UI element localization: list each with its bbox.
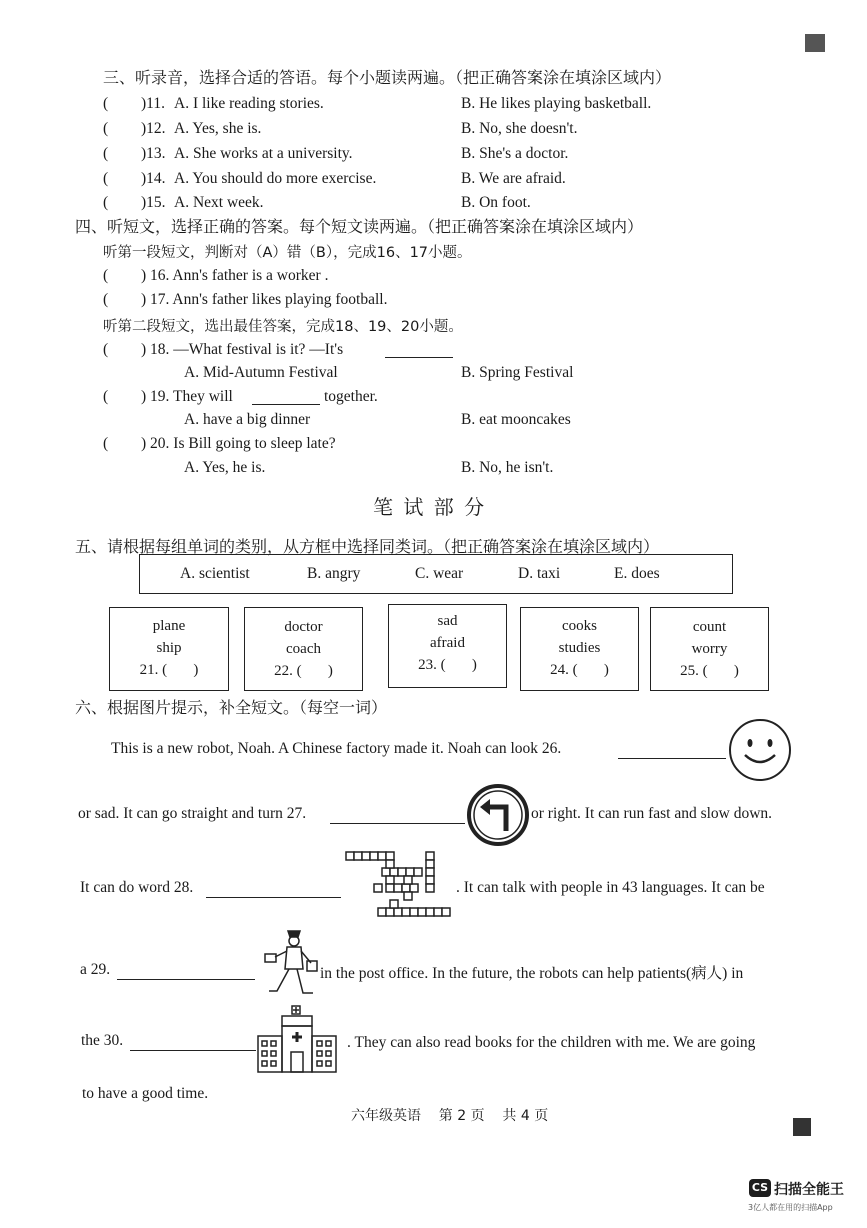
option-b: B. We are afraid. [461,170,566,187]
answer-blank [252,403,320,405]
passage-line-4b: in the post office. In the future, the robots can help patients(病人) in [320,965,744,982]
answer-paren: ( [103,170,109,187]
group-answer-label: 25. ( ) [680,663,739,679]
hospital-icon [256,1004,338,1074]
answer-blank-28 [206,896,341,898]
passage-line-2b: or right. It can run fast and slow down. [531,805,773,822]
option-a: A. Yes, he is. [184,459,266,476]
option-a: A. Mid-Autumn Festival [184,364,338,381]
word-bank-box [139,554,733,594]
word-group-23 [388,604,507,688]
answer-blank-29 [117,978,255,980]
written-part-title: 笔 试 部 分 [373,495,487,519]
question-16: ) 16. Ann's father is a worker . [141,267,329,284]
answer-paren: ( [103,267,109,284]
passage-line-5a: the 30. [81,1032,124,1049]
option-b: B. No, she doesn't. [461,120,578,137]
question-number: )14. [141,170,166,187]
group-answer-label: 24. ( ) [550,662,609,678]
answer-blank-30 [130,1049,256,1051]
group-word: studies [558,640,601,656]
option-b: B. No, he isn't. [461,459,554,476]
passage-line-1: This is a new robot, Noah. A Chinese factory made it. Noah can look 26. [111,740,562,757]
answer-blank-27 [330,822,465,824]
group-word: doctor [284,619,323,635]
group-word: worry [691,641,728,657]
question-number: )12. [141,120,166,137]
group-word: plane [152,618,186,634]
option-a: A. I like reading stories. [174,95,324,112]
group-word: afraid [430,635,465,651]
answer-paren: ( [103,145,109,162]
part2-instruction: 听第二段短文，选出最佳答案，完成18、19、20小题。 [103,319,463,335]
group-answer-label: 21. ( ) [139,662,199,678]
answer-paren: ( [103,120,109,137]
answer-paren: ( [103,388,109,405]
passage-line-3a: It can do word 28. [80,879,194,896]
question-number: )11. [141,95,165,112]
question-number: )13. [141,145,166,162]
group-answer-label: 22. ( ) [274,663,333,679]
corner-mark-bottom [793,1118,811,1136]
question-17: ) 17. Ann's father likes playing football. [141,291,388,308]
word-group-21 [109,607,229,691]
answer-paren: ( [103,435,109,452]
option-b: B. She's a doctor. [461,145,569,162]
option-b: B. He likes playing basketball. [461,95,652,112]
word-group-24 [520,607,639,691]
part1-instruction: 听第一段短文，判断对（A）错（B），完成16、17小题。 [103,245,472,261]
watermark-name: 扫描全能王 [774,1182,844,1198]
answer-paren: ( [103,341,109,358]
option-b: B. Spring Festival [461,364,574,381]
group-answer-label: 23. ( ) [418,657,477,673]
word-bank-item: D. taxi [518,565,561,582]
word-group-25 [650,607,769,691]
question-20: ) 20. Is Bill going to sleep late? [141,435,336,452]
page-footer: 六年级英语 第 2 页 共 4 页 [351,1108,549,1124]
corner-mark-top [805,34,825,52]
question-number: )15. [141,194,166,211]
option-a: A. Yes, she is. [174,120,262,137]
passage-line-3b: . It can talk with people in 43 languages. It can be [456,879,765,896]
word-group-22 [244,607,363,691]
passage-line-2a: or sad. It can go straight and turn 27. [78,805,307,822]
watermark-slogan: 3亿人都在用的扫描App [748,1203,833,1212]
option-a: A. Next week. [174,194,264,211]
group-word: cooks [562,618,597,634]
group-word: count [692,619,727,635]
word-bank-item: E. does [614,565,660,582]
option-a: A. She works at a university. [174,145,353,162]
passage-line-5b: . They can also read books for the children with me. We are going [347,1034,756,1051]
section4-title: 四、听短文，选择正确的答案。每个短文读两遍。（把正确答案涂在填涂区域内） [75,217,644,236]
camscanner-logo-icon: CS [749,1179,771,1197]
group-word: ship [156,640,182,656]
word-bank-item: B. angry [307,565,361,582]
option-b: B. eat mooncakes [461,411,571,428]
section6-title: 六、根据图片提示，补全短文。（每空一词） [75,698,388,717]
section5-title: 五、请根据每组单词的类别，从方框中选择同类词。（把正确答案涂在填涂区域内） [75,537,660,556]
left-turn-sign-icon [466,783,530,847]
passage-line-4a: a 29. [80,961,111,978]
crossword-puzzle-icon [344,849,454,921]
answer-paren: ( [103,95,109,112]
answer-paren: ( [103,194,109,211]
question-18: ) 18. —What festival is it? —It's [141,341,344,358]
question-19: ) 19. They will [141,388,233,405]
option-a: A. You should do more exercise. [174,170,377,187]
option-a: A. have a big dinner [184,411,311,428]
answer-blank-26 [618,757,726,759]
section3-title: 三、听录音，选择合适的答语。每个小题读两遍。（把正确答案涂在填涂区域内） [103,68,672,87]
question-19-tail: together. [324,388,378,405]
passage-line-6: to have a good time. [82,1085,209,1102]
answer-paren: ( [103,291,109,308]
word-bank-item: C. wear [415,565,464,582]
group-word: sad [437,613,458,629]
smiley-face-icon [727,717,793,783]
postman-icon [261,927,319,1003]
group-word: coach [286,641,321,657]
word-bank-item: A. scientist [180,565,250,582]
answer-blank [385,356,453,358]
option-b: B. On foot. [461,194,531,211]
